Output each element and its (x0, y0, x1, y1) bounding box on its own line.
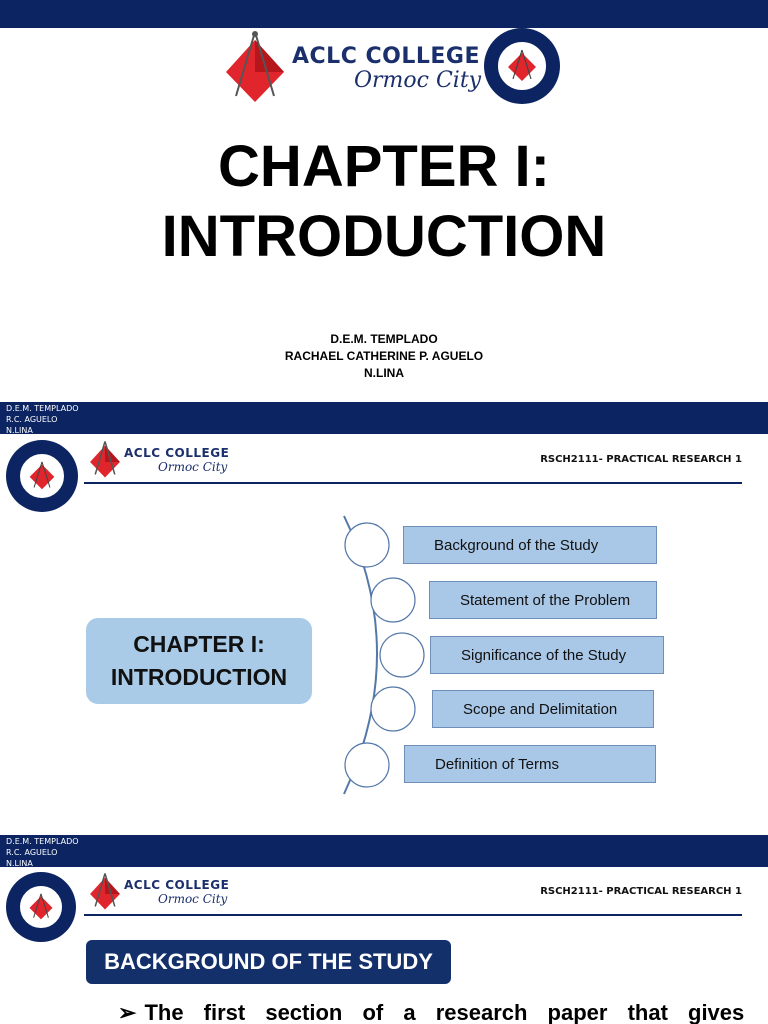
footer-line: D.E.M. TEMPLADO (6, 837, 79, 846)
diamond-logo-icon (88, 440, 122, 480)
college-seal (6, 872, 76, 942)
bullet-arrow-icon: ➢ (118, 1000, 137, 1024)
chapter-line-2: INTRODUCTION (110, 664, 288, 690)
college-city: Ormoc City (354, 68, 482, 93)
college-city: Ormoc City (158, 460, 228, 474)
bullet-item (118, 1000, 745, 1024)
college-logo (88, 440, 229, 480)
diamond-logo-icon (88, 872, 122, 912)
footer-line: N.LINA (6, 426, 33, 434)
footer-line: N.LINA (6, 859, 33, 867)
college-logo (222, 30, 481, 106)
college-name: ACLC COLLEGE (124, 878, 230, 892)
title-line-2: INTRODUCTION (161, 204, 607, 269)
section-title: BACKGROUND OF THE STUDY (86, 940, 451, 984)
course-code: RSCH2111- PRACTICAL RESEARCH 1 (540, 886, 742, 897)
footer-authors (6, 403, 79, 434)
college-name: ACLC COLLEGE (292, 44, 480, 69)
bullet-text: The first section of a research paper that gives (144, 1000, 745, 1024)
topic-item: Significance of the Study (430, 636, 664, 674)
footer-line: R.C. AGUELO (6, 848, 58, 857)
college-name: ACLC COLLEGE (124, 446, 230, 460)
footer-bar (0, 402, 768, 434)
topic-item: Scope and Delimitation (432, 690, 654, 728)
chapter-label-box (86, 618, 312, 704)
seal-diamond-icon (27, 893, 55, 921)
chapter-line-1: CHAPTER I: (133, 631, 265, 657)
top-navbar (0, 0, 768, 28)
footer-bar (0, 835, 768, 867)
header-divider (84, 482, 742, 484)
footer-line: D.E.M. TEMPLADO (6, 404, 79, 413)
college-city: Ormoc City (158, 892, 228, 906)
college-logo (88, 872, 229, 912)
author-3: N.LINA (364, 366, 404, 380)
header-divider (84, 914, 742, 916)
footer-authors (6, 836, 79, 867)
title-line-1: CHAPTER I: (218, 134, 550, 199)
topic-item: Background of the Study (403, 526, 657, 564)
diamond-logo-icon (222, 30, 288, 106)
footer-line: R.C. AGUELO (6, 415, 58, 424)
college-seal (484, 28, 560, 104)
author-1: D.E.M. TEMPLADO (330, 332, 438, 346)
college-seal (6, 440, 78, 512)
topic-item: Definition of Terms (404, 745, 656, 783)
slide-title (0, 132, 768, 272)
author-2: RACHAEL CATHERINE P. AGUELO (284, 349, 484, 363)
author-list (0, 331, 768, 382)
topic-item: Statement of the Problem (429, 581, 657, 619)
seal-diamond-icon (505, 49, 539, 83)
seal-diamond-icon (27, 461, 57, 491)
course-code: RSCH2111- PRACTICAL RESEARCH 1 (540, 454, 742, 465)
